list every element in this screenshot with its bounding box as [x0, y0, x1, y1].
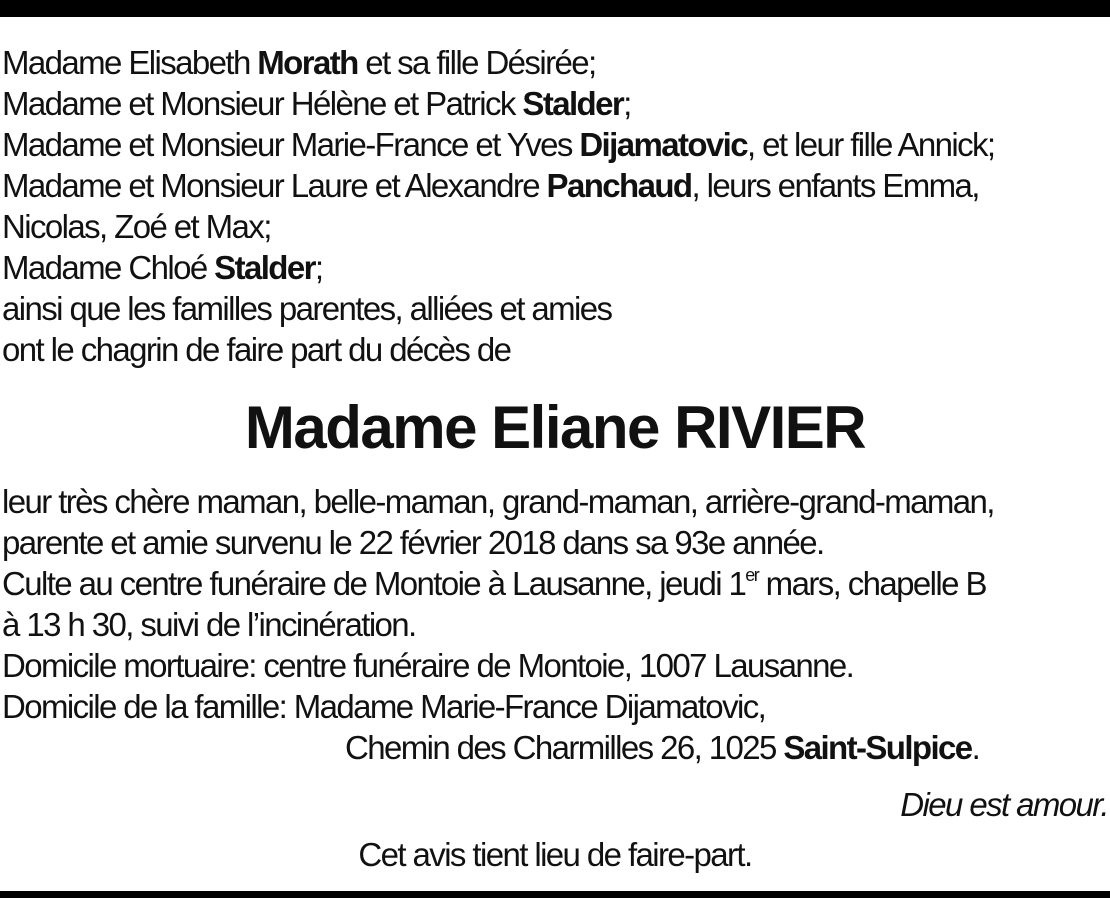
notice-body [2, 481, 1108, 768]
body-line: à 13 h 30, suivi de l’incinération. [2, 606, 416, 643]
closing-note: Cet avis tient lieu de faire-part. [358, 836, 752, 873]
families-list [2, 42, 1108, 370]
body-line: Domicile de la famille: Madame Marie-France Dijamatovic, [2, 688, 766, 725]
family-line: Nicolas, Zoé et Max; [2, 208, 271, 245]
family-line: ainsi que les familles parentes, alliées et amies [2, 290, 612, 327]
body-line: leur très chère maman, belle-maman, grand-maman, arrière-grand-maman, [2, 483, 994, 520]
deceased-name: Madame Eliane RIVIER [244, 394, 866, 461]
family-line: Madame Chloé Stalder; [2, 249, 323, 286]
bottom-rule [0, 891, 1110, 898]
address-line: Chemin des Charmilles 26, 1025 Saint-Sulpice. [345, 729, 980, 766]
body-line: parente et amie survenu le 22 février 2018 dans sa 93e année. [2, 524, 824, 561]
family-line: Madame Elisabeth Morath et sa fille Désirée; [2, 44, 596, 81]
ceremony-line: Culte au centre funéraire de Montoie à Lausanne, jeudi 1er mars, chapelle B [2, 565, 986, 602]
body-line: Domicile mortuaire: centre funéraire de Montoie, 1007 Lausanne. [2, 647, 854, 684]
family-line: Madame et Monsieur Marie-France et Yves Dijamatovic, et leur fille Annick; [2, 126, 995, 163]
top-rule [0, 0, 1110, 17]
family-line: Madame et Monsieur Laure et Alexandre Panchaud, leurs enfants Emma, [2, 167, 979, 204]
family-line: Madame et Monsieur Hélène et Patrick Stalder; [2, 85, 631, 122]
announcement-line: ont le chagrin de faire part du décès de [2, 331, 511, 368]
motto: Dieu est amour. [900, 786, 1108, 823]
